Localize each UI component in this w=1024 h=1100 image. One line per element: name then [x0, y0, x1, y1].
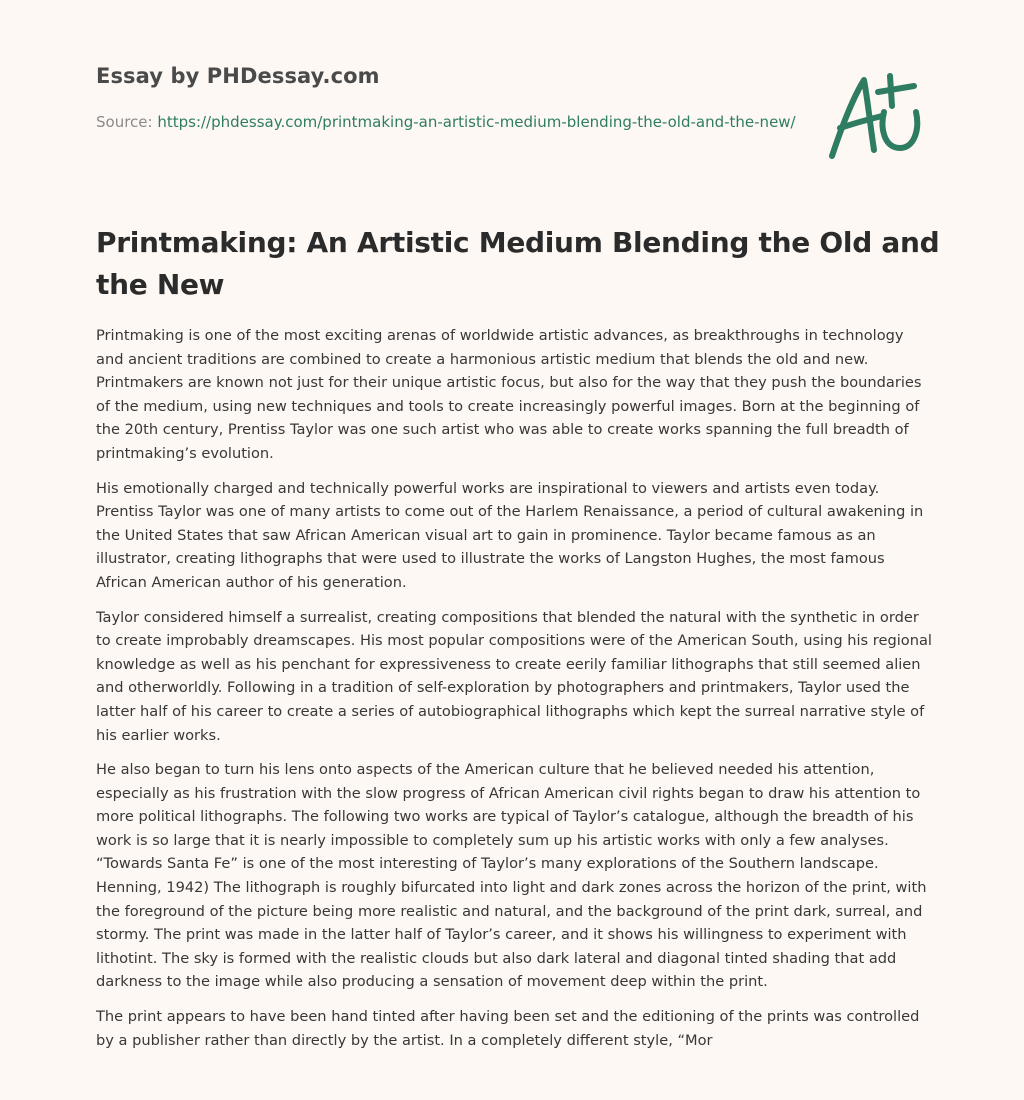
site-brand: Essay by PHDessay.com — [96, 64, 380, 88]
source-label: Source: — [96, 113, 158, 131]
source-line — [96, 110, 796, 134]
article-body — [96, 324, 932, 1063]
paragraph: The print appears to have been hand tinted after having been set and the editioning of the prints was controlled by a publisher rather than directly by the artist. In a completely different style, “Mor — [96, 1008, 920, 1049]
article-title: Printmaking: An Artistic Medium Blending the Old and the New — [96, 226, 940, 301]
source-link[interactable]: https://phdessay.com/printmaking-an-artistic-medium-blending-the-old-and-the-new/ — [157, 113, 796, 131]
paragraph: His emotionally charged and technically powerful works are inspirational to viewers and artists even today. Prentiss Taylor was one of many artists to come out of the Harlem Renaissance, a period of cultural awakening in the United States that saw African American visual art to gain in prominence. Taylor became famous as an illustrator, creating lithographs that were used to illustrate the works of Langston Hughes, the most famous African American author of his generation. — [96, 479, 924, 591]
paragraph: Printmaking is one of the most exciting arenas of worldwide artistic advances, as breakthroughs in technology and ancient traditions are combined to create a harmonious artistic medium that blends the old and new. Printmakers are known not just for their unique artistic focus, but also for the way that they push the boundaries of the medium, using new techniques and tools to create increasingly powerful images. Born at the beginning of the 20th century, Prentiss Taylor was one such artist who was able to create works spanning the full breadth of printmaking’s evolution. — [96, 327, 922, 462]
a-plus-logo-icon — [820, 66, 930, 166]
paragraph: He also began to turn his lens onto aspects of the American culture that he believed needed his attention, especially as his frustration with the slow progress of African American civil rights began to draw his attention to more political lithographs. The following two works are typical of Taylor’s catalogue, although the breadth of his work is so large that it is nearly impossible to completely sum up his artistic works with only a few analyses. “Towards Santa Fe” is one of the most interesting of Taylor’s many explorations of the Southern landscape. Henning, 1942) The lithograph is roughly bifurcated into light and dark zones across the horizon of the print, with the foreground of the picture being more realistic and natural, and the background of the print dark, surreal, and stormy. The print was made in the latter half of Taylor’s career, and it shows his willingness to experiment with lithotint. The sky is formed with the realistic clouds but also dark lateral and diagonal tinted shading that add darkness to the image while also producing a sensation of movement deep within the print. — [96, 761, 927, 991]
paragraph: Taylor considered himself a surrealist, creating compositions that blended the natural with the synthetic in order to create improbably dreamscapes. His most popular compositions were of the American South, using his regional knowledge as well as his penchant for expressiveness to create eerily familiar lithographs that still seemed alien and otherworldly. Following in a tradition of self-exploration by photographers and printmakers, Taylor used the latter half of his career to create a series of autobiographical lithographs which kept the surreal narrative style of his earlier works. — [96, 608, 932, 744]
